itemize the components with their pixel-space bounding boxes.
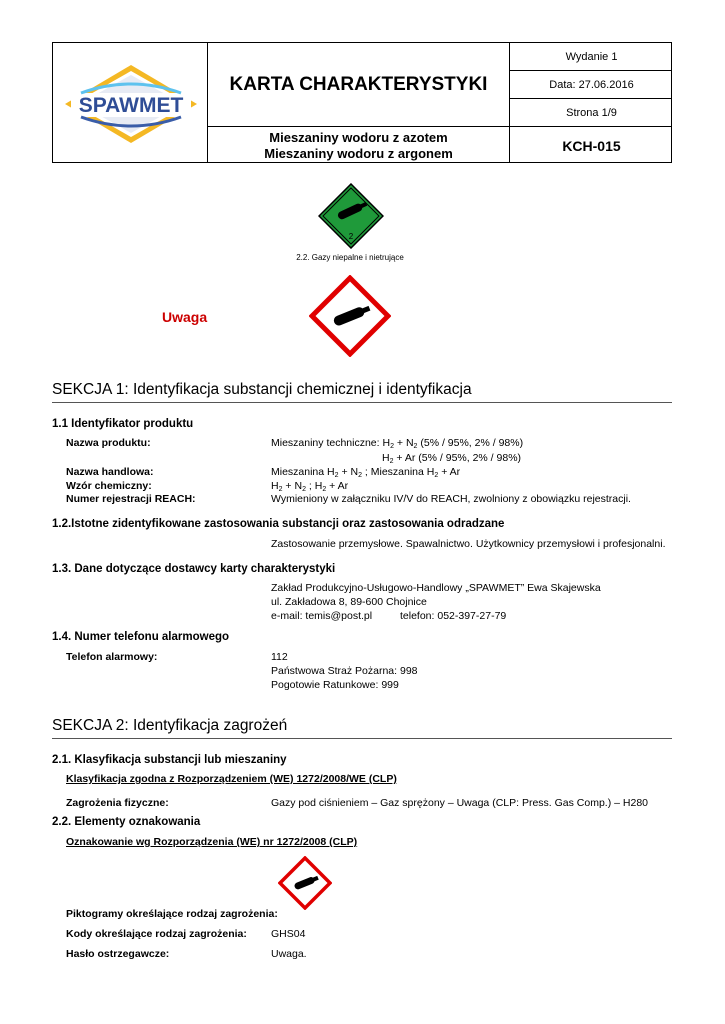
s12-heading: 1.2.Istotne zidentyfikowane zastosowania substancji oraz zastosowania odradzane xyxy=(52,518,505,530)
header-table xyxy=(52,42,672,163)
supplier-line1: Zakład Produkcyjno-Usługowo-Handlowy „SPAWMET” Ewa Skajewska xyxy=(271,582,601,594)
s21-heading: 2.1. Klasyfikacja substancji lub mieszaniny xyxy=(52,754,287,766)
product-name-line1: Mieszaniny techniczne: $H_2 + N_2$ (5% / 95%, 2% / 98%) xyxy=(271,437,524,450)
section1-rule xyxy=(52,402,672,403)
product-name-label: Nazwa produktu: xyxy=(66,437,151,449)
trade-name-label: Nazwa handlowa: xyxy=(66,466,154,478)
spawmet-logo xyxy=(61,61,201,147)
hazard-codes-label: Kody określające rodzaj zagrożenia: xyxy=(66,928,247,940)
s22-subheading: Oznakowanie wg Rozporządzenia (WE) nr 1272/2008 (CLP) xyxy=(66,836,358,848)
ghs04-gas-cylinder-icon xyxy=(309,275,391,357)
subtitle-line2: Mieszaniny wodoru z argonem xyxy=(264,145,453,161)
hazard-codes-value: GHS04 xyxy=(271,928,306,940)
s14-heading: 1.4. Numer telefonu alarmowego xyxy=(52,631,230,643)
section1-title: SEKCJA 1: Identyfikacja substancji chemicznej i identyfikacja xyxy=(52,381,472,398)
emergency-phone-fire: Państwowa Straż Pożarna: 998 xyxy=(271,665,418,677)
formula-value: $H_2 + N_2$ ; $H_2 + Ar$ xyxy=(271,480,349,493)
adr-caption: 2.2. Gazy niepalne i nietrujące xyxy=(296,253,404,262)
signal-word: Uwaga xyxy=(162,309,208,325)
section2-rule xyxy=(52,738,672,739)
signal-word-value: Uwaga. xyxy=(271,948,307,960)
supplier-email: e-mail: temis@post.pl xyxy=(271,610,373,622)
reach-value: Wymieniony w załączniku IV/V do REACH, zwolniony z obowiązku rejestracji. xyxy=(271,493,631,505)
formula-label: Wzór chemiczny: xyxy=(66,480,152,492)
emergency-phone-ambulance: Pogotowie Ratunkowe: 999 xyxy=(271,679,399,691)
gas-cylinder-green-diamond-icon xyxy=(318,183,384,249)
s22-heading: 2.2. Elementy oznakowania xyxy=(52,816,201,828)
reach-label: Numer rejestracji REACH: xyxy=(66,493,196,505)
section2-title: SEKCJA 2: Identyfikacja zagrożeń xyxy=(52,717,288,734)
pictograms-label: Piktogramy określające rodzaj zagrożenia: xyxy=(66,908,278,920)
physical-hazards-label: Zagrożenia fizyczne: xyxy=(66,797,169,809)
trade-name-value: Mieszanina $H_2 + N_2$ ; Mieszanina $H_2 + Ar$ xyxy=(271,466,461,479)
document-title: KARTA CHARAKTERYSTYKI xyxy=(229,73,488,95)
s12-value: Zastosowanie przemysłowe. Spawalnictwo. Użytkownicy przemysłowi i profesjonalni. xyxy=(271,538,666,550)
supplier-line2: ul. Zakładowa 8, 89-600 Chojnice xyxy=(271,596,427,608)
edition: Wydanie 1 xyxy=(565,50,618,63)
physical-hazards-value: Gazy pod ciśnieniem – Gaz sprężony – Uwaga (CLP: Press. Gas Comp.) – H280 xyxy=(271,797,648,809)
logo-text: SPAWMET xyxy=(78,94,184,117)
s11-heading: 1.1 Identyfikator produktu xyxy=(52,418,194,430)
emergency-phone-112: 112 xyxy=(271,651,288,663)
document-code: KCH-015 xyxy=(562,137,621,154)
page-number: Strona 1/9 xyxy=(566,106,617,119)
subtitle xyxy=(208,127,509,164)
product-name-line2: $H_2 + Ar$ (5% / 95%, 2% / 98%) xyxy=(382,452,522,465)
supplier-phone: telefon: 052-397-27-79 xyxy=(400,610,507,622)
emergency-phone-label: Telefon alarmowy: xyxy=(66,651,158,663)
signal-word-label: Hasło ostrzegawcze: xyxy=(66,948,170,960)
s13-heading: 1.3. Dane dotyczące dostawcy karty charakterystyki xyxy=(52,563,336,575)
subtitle-line1: Mieszaniny wodoru z azotem xyxy=(269,129,448,145)
date: Data: 27.06.2016 xyxy=(549,78,634,91)
svg-text:2: 2 xyxy=(348,232,354,241)
s21-subheading: Klasyfikacja zgodna z Rozporządzeniem (WE) 1272/2008/WE (CLP) xyxy=(66,773,397,785)
ghs04-small-icon xyxy=(278,856,332,910)
